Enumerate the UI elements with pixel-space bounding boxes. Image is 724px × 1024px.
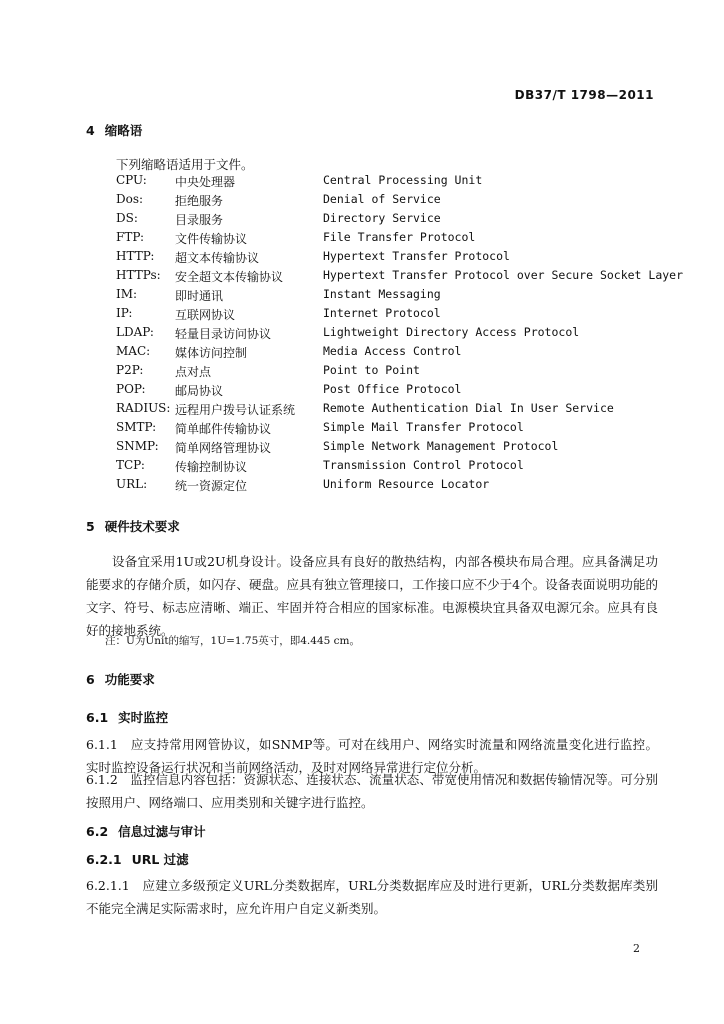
abbreviation-row: [116, 344, 676, 363]
section-title: 缩略语: [104, 123, 143, 138]
abbreviation-chinese: 即时通讯: [175, 289, 224, 303]
hardware-requirements-paragraph: 设备宜采用1U或2U机身设计。设备应具有良好的散热结构，内部各模块布局合理。应具备满足功能要求的存储介质，如闪存、硬盘。应具有独立管理接口，工作接口应不少于4个。设备表面说明功能的文字、符号、标志应清晰、端正、牢固并符合相应的国家标准。电源模块宜具备双电源冗余。应具有良好的接地系统。: [86, 554, 658, 638]
abbreviation-chinese: 拒绝服务: [175, 194, 224, 208]
clause-6-1-2: 6.1.2 监控信息内容包括：资源状态、连接状态、流量状态、带宽使用情况和数据传输情况等。可分别按照用户、网络端口、应用类别和关键字进行监控。: [86, 772, 658, 810]
section-4-heading: [86, 121, 142, 139]
abbreviation-english: Post Office Protocol: [323, 382, 462, 396]
section-number: 6.1: [86, 710, 109, 725]
abbreviation-row: [116, 363, 676, 382]
abbreviation-term: LDAP:: [116, 325, 154, 339]
clause-6-1-1: 6.1.1 应支持常用网管协议，如SNMP等。可对在线用户、网络实时流量和网络流量变化进行监控。实时监控设备运行状况和当前网络活动，及时对网络异常进行定位分析。: [86, 737, 658, 775]
abbreviation-row: [116, 401, 676, 420]
unit-note: 注：U为Unit的缩写，1U=1.75英寸，即4.445 cm。: [105, 635, 360, 647]
abbreviation-chinese: 文件传输协议: [175, 232, 248, 246]
abbreviation-term: HTTP:: [116, 249, 155, 263]
abbreviation-chinese: 统一资源定位: [175, 479, 248, 493]
abbreviation-term: TCP:: [116, 458, 145, 472]
abbreviation-term: HTTPs:: [116, 268, 161, 282]
section-title: URL 过滤: [131, 852, 189, 867]
abbreviation-term: P2P:: [116, 363, 144, 377]
abbreviation-english: Hypertext Transfer Protocol over Secure Socket Layer: [323, 268, 684, 282]
abbreviation-row: [116, 230, 676, 249]
abbreviation-row: [116, 439, 676, 458]
abbreviation-english: Transmission Control Protocol: [323, 458, 524, 472]
section-6-2-1-heading: [86, 850, 189, 868]
abbreviation-chinese: 邮局协议: [175, 384, 224, 398]
abbreviation-term: CPU:: [116, 173, 147, 187]
abbreviation-english: Uniform Resource Locator: [323, 477, 490, 491]
abbreviation-term: SNMP:: [116, 439, 159, 453]
abbreviation-chinese: 简单邮件传输协议: [175, 422, 272, 436]
abbreviation-term: DS:: [116, 211, 138, 225]
abbreviation-chinese: 超文本传输协议: [175, 251, 260, 265]
abbreviation-term: RADIUS:: [116, 401, 171, 415]
abbreviation-row: [116, 211, 676, 230]
abbreviation-chinese: 点对点: [175, 365, 212, 379]
abbreviation-english: Directory Service: [323, 211, 441, 225]
abbreviation-chinese: 远程用户拨号认证系统: [175, 403, 296, 417]
abbreviation-chinese: 中央处理器: [175, 175, 236, 189]
abbreviation-english: Central Processing Unit: [323, 173, 483, 187]
abbreviation-chinese: 安全超文本传输协议: [175, 270, 284, 284]
abbreviation-row: [116, 325, 676, 344]
abbreviation-list: [116, 173, 684, 496]
abbreviation-term: URL:: [116, 477, 148, 491]
abbreviation-row: [116, 420, 676, 439]
abbreviation-english: Remote Authentication Dial In User Service: [323, 401, 614, 415]
abbreviation-chinese: 简单网络管理协议: [175, 441, 272, 455]
abbreviation-chinese: 互联网协议: [175, 308, 236, 322]
abbreviation-english: Media Access Control: [323, 344, 462, 358]
section-5-heading: [86, 517, 180, 535]
abbreviation-term: IM:: [116, 287, 138, 301]
document-code: DB37/T 1798—2011: [514, 88, 654, 102]
abbreviation-row: [116, 306, 676, 325]
abbreviation-term: IP:: [116, 306, 133, 320]
abbreviation-english: Hypertext Transfer Protocol: [323, 249, 510, 263]
abbreviation-term: SMTP:: [116, 420, 157, 434]
abbreviation-row: [116, 173, 676, 192]
section-title: 硬件技术要求: [104, 519, 180, 534]
abbreviations-intro: 下列缩略语适用于文件。: [116, 157, 254, 172]
abbreviation-row: [116, 458, 676, 477]
abbreviation-english: Denial of Service: [323, 192, 441, 206]
section-6-heading: [86, 670, 155, 688]
abbreviation-english: Lightweight Directory Access Protocol: [323, 325, 580, 339]
section-number: 6.2: [86, 824, 109, 839]
section-number: 6.2.1: [86, 852, 122, 867]
abbreviation-row: [116, 477, 676, 496]
abbreviation-row: [116, 249, 676, 268]
abbreviation-term: MAC:: [116, 344, 151, 358]
abbreviation-chinese: 传输控制协议: [175, 460, 248, 474]
page-number: 2: [633, 942, 640, 955]
section-number: 5: [86, 519, 95, 534]
abbreviation-english: Internet Protocol: [323, 306, 441, 320]
section-number: 6: [86, 672, 95, 687]
abbreviation-row: [116, 192, 676, 211]
abbreviation-chinese: 媒体访问控制: [175, 346, 248, 360]
abbreviation-chinese: 目录服务: [175, 213, 224, 227]
section-title: 实时监控: [118, 710, 169, 725]
section-6-1-heading: [86, 708, 168, 726]
abbreviation-english: Instant Messaging: [323, 287, 441, 301]
abbreviation-term: Dos:: [116, 192, 144, 206]
section-number: 4: [86, 123, 95, 138]
section-6-2-heading: [86, 822, 206, 840]
section-title: 功能要求: [104, 672, 155, 687]
abbreviation-english: File Transfer Protocol: [323, 230, 476, 244]
abbreviation-term: FTP:: [116, 230, 145, 244]
abbreviation-row: [116, 268, 684, 287]
abbreviation-term: POP:: [116, 382, 146, 396]
section-title: 信息过滤与审计: [118, 824, 206, 839]
abbreviation-chinese: 轻量目录访问协议: [175, 327, 272, 341]
abbreviation-english: Simple Network Management Protocol: [323, 439, 559, 453]
abbreviation-row: [116, 382, 676, 401]
abbreviation-row: [116, 287, 676, 306]
abbreviation-english: Simple Mail Transfer Protocol: [323, 420, 524, 434]
clause-6-2-1-1: 6.2.1.1 应建立多级预定义URL分类数据库，URL分类数据库应及时进行更新，URL分类数据库类别不能完全满足实际需求时，应允许用户自定义新类别。: [86, 878, 658, 916]
abbreviation-english: Point to Point: [323, 363, 420, 377]
